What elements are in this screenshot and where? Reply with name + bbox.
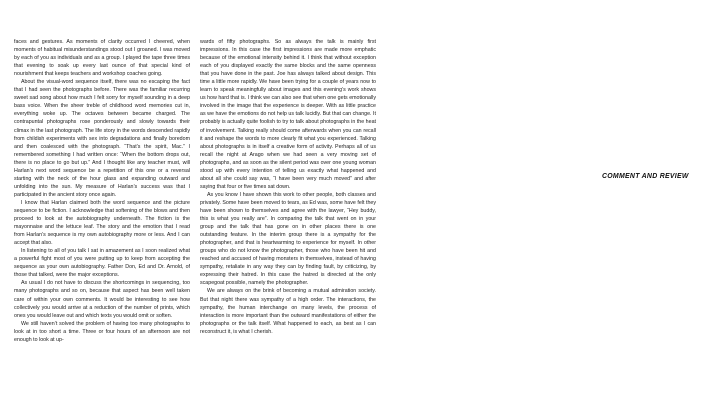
paragraph: In listening to all of you talk I sat in amazement as I soon realized what a powerful fight most of you were putting up to keep from accepting the sequence as your own autobiography. Father Don, Ed and Dr. Arnold, of those that talked, were the major exceptions. <box>14 248 190 279</box>
paragraph: About the visual-word sequence itself, there was no escaping the fact that I had seen the photographs before. There was the familiar recurring sweet sad song about how much I felt sorry for myself sounding in a deep bass voice. When the sheer treble of childhood word memories cut in, everything woke up. The octaves between became charged. The contrapuntal photographs rose ponderously and slowly towards their climax in the last photograph. The life story in the words descended rapidly from childish experiments with sex into degradations and finally boredom and then coalesced with the photograph. “That’s the spirit, Mac.” I remembered something I had written once: “When the bottom drops out, there is no place to go but up.” And I thought like any teacher must, will Harlan’s next word sequence be a repetition of this one or a reversal starting with the neck of the hour glass and expanding outward and unfolding into the sun. My measure of Harlan’s success was that I participated in the ancient story once again. <box>14 79 190 198</box>
paragraph: faces and gestures. As moments of clarity occurred I cheered, when moments of habitual misunderstandings stood out I groaned. I was moved by each of you as individuals and as a group. I played the tape three times that evening to soak up every last ounce of that special kind of nourishment that keeps teachers and workshop coaches going. <box>14 39 190 78</box>
paragraph: As you know I have shown this work to other people, both classes and privately. Some have been moved to tears, as Ed was, some have felt they have been shown to themselves and agree with the lawyer, “Hey buddy, this is what you really are”. In comparing the talk that went on in your group and the talk that has gone on in other places there is one outstanding feature. In the interim group there is a sympathy for the photographer, and that is heartwarming to experience for myself. In other groups who do not know the photographer, those who have been hit and reached and accused of having monsters in themselves, instead of having sympathy, retaliate in any way they can by finding fault, by criticizing, by expressing their hatred. In this case the hatred is directed at the only scapegoat possible, namely the photographer. <box>200 191 376 287</box>
paragraph: wards of fifty photographs. So as always the talk is mainly first impressions. In this case the first impressions are made more emphatic because of the emotional intensity behind it. I think that without exception each of you displayed exactly the same blocks and the same openness that you have done in the past. Joe has always talked about design. This time a little more rapidly. We have been trying for a couple of years now to learn to speak meaningfully about images and this evening’s work shows us how hard that is. I think we can also see that when one gets emotionally involved in the image that the experience is deeper. With as little practice as we have the emotions do not help us talk lucidly. But that can change. It probably is actually quite foolish to try to talk about photographs in the heat of involvement. Talking really should come afterwards when you can recall it and reshape the words to more clearly fit what you experienced. Talking about photographs is in itself a creative form of activity. Perhaps all of us recall the night at Arago when we had seen a very moving set of photographs, and as soon as the silent period was over one young woman stood up with every intention of telling us exactly what happened and about all she could say was, “I have been very much moved” and after saying that four or five times sat down. <box>200 39 376 190</box>
section-heading: COMMENT AND REVIEW <box>602 173 689 180</box>
paragraph: We still haven’t solved the problem of having too many photographs to look at in too short a time. Three or four hours of an afternoon are not enough to look at up- <box>14 320 190 343</box>
paragraph: We are always on the brink of becoming a mutual admiration society. But that night there was sympathy of a high order. The interactions, the sympathy, the human interchange on many levels, the process of interaction is more important than the outward manifestations of either the photographs or the talk itself. What happened to each, as best as I can reconstruct it, is what I cherish. <box>200 288 376 335</box>
paragraph: I know that Harlan claimed both the word sequence and the picture sequence to be fiction. I acknowledge that softening of the blows and then proceed to look at the autobiography underneath. The fiction is the mayonnaise and the lettuce leaf. The story and the emotion that I read from Harlan’s sequence is my own autobiography more or less. And I can accept that also. <box>14 199 190 247</box>
text-column-right <box>200 38 376 336</box>
paragraph: As usual I do not have to discuss the shortcomings in sequencing, too many photographs and so on, because that aspect has been well taken care of within your own comments. It would be interesting to see how collectively you would arrive at a reduction of the number of prints, which ones you would leave out and which texts you would omit or soften. <box>14 280 190 319</box>
text-column-left <box>14 38 190 344</box>
